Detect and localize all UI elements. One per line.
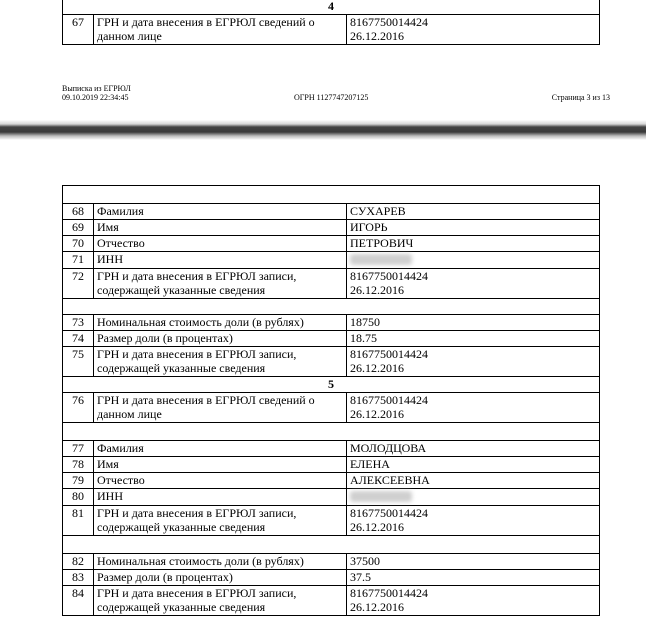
row-label: Отчество bbox=[94, 236, 347, 252]
section-header-row bbox=[63, 0, 600, 15]
table-row bbox=[63, 586, 600, 616]
grn-value: 8167750014424 bbox=[350, 586, 428, 600]
table-row bbox=[63, 489, 600, 506]
row-number: 82 bbox=[63, 554, 94, 570]
table-row bbox=[63, 252, 600, 269]
table-row bbox=[63, 236, 600, 252]
footer-title: Выписка из ЕГРЮЛ bbox=[62, 84, 131, 93]
row-label: ИНН bbox=[94, 489, 347, 506]
row-label: Номинальная стоимость доли (в рублях) bbox=[94, 315, 347, 331]
row-label: Отчество bbox=[94, 473, 347, 489]
footer-left bbox=[62, 84, 131, 102]
footer-datetime: 09.10.2019 22:34:45 bbox=[62, 93, 129, 102]
table-row bbox=[63, 220, 600, 236]
section-number: 4 bbox=[63, 0, 600, 15]
row-number: 75 bbox=[63, 347, 94, 377]
empty-row bbox=[63, 423, 600, 441]
empty-row bbox=[63, 186, 600, 204]
row-label: ГРН и дата внесения в ЕГРЮЛ записи, содержащей указанные сведения bbox=[94, 586, 347, 616]
row-number: 74 bbox=[63, 331, 94, 347]
row-label: Фамилия bbox=[94, 204, 347, 220]
row-number: 81 bbox=[63, 506, 94, 536]
row-number: 71 bbox=[63, 252, 94, 269]
row-label: Фамилия bbox=[94, 441, 347, 457]
table-row bbox=[63, 204, 600, 220]
row-number: 68 bbox=[63, 204, 94, 220]
row-label: Размер доли (в процентах) bbox=[94, 570, 347, 586]
table-row bbox=[63, 554, 600, 570]
redacted-inn bbox=[350, 491, 412, 502]
row-label: ГРН и дата внесения в ЕГРЮЛ записи, содержащей указанные сведения bbox=[94, 269, 347, 299]
top-table bbox=[62, 0, 600, 45]
row-number: 70 bbox=[63, 236, 94, 252]
empty-row bbox=[63, 536, 600, 554]
row-number: 78 bbox=[63, 457, 94, 473]
row-number: 76 bbox=[63, 393, 94, 423]
date-value: 26.12.2016 bbox=[350, 361, 404, 375]
footer-ogrn: ОГРН 1127747207125 bbox=[294, 93, 369, 102]
date-value: 26.12.2016 bbox=[350, 520, 404, 534]
row-value bbox=[347, 506, 600, 536]
section-number: 5 bbox=[63, 377, 600, 393]
date-value: 26.12.2016 bbox=[350, 600, 404, 614]
row-label: Имя bbox=[94, 220, 347, 236]
row-value bbox=[347, 489, 600, 506]
table-row bbox=[63, 441, 600, 457]
row-number: 79 bbox=[63, 473, 94, 489]
row-value bbox=[347, 393, 600, 423]
table-row bbox=[63, 15, 600, 45]
row-number: 67 bbox=[63, 15, 94, 45]
row-number: 83 bbox=[63, 570, 94, 586]
grn-value: 8167750014424 bbox=[350, 506, 428, 520]
page-separator bbox=[0, 120, 646, 140]
table-row bbox=[63, 506, 600, 536]
row-value: МОЛОДЦОВА bbox=[347, 441, 600, 457]
row-value: ПЕТРОВИЧ bbox=[347, 236, 600, 252]
row-label: ИНН bbox=[94, 252, 347, 269]
row-value bbox=[347, 347, 600, 377]
row-label: Размер доли (в процентах) bbox=[94, 331, 347, 347]
row-value: 18750 bbox=[347, 315, 600, 331]
row-number: 69 bbox=[63, 220, 94, 236]
row-label: Имя bbox=[94, 457, 347, 473]
row-number: 73 bbox=[63, 315, 94, 331]
table-row bbox=[63, 473, 600, 489]
row-value bbox=[347, 252, 600, 269]
table-row bbox=[63, 570, 600, 586]
redacted-inn bbox=[350, 254, 412, 265]
table-row bbox=[63, 315, 600, 331]
row-number: 84 bbox=[63, 586, 94, 616]
row-number: 72 bbox=[63, 269, 94, 299]
row-value: АЛЕКСЕЕВНА bbox=[347, 473, 600, 489]
row-value bbox=[347, 586, 600, 616]
main-table bbox=[62, 185, 600, 616]
empty-row bbox=[63, 299, 600, 315]
grn-value: 8167750014424 bbox=[350, 393, 428, 407]
row-value: ЕЛЕНА bbox=[347, 457, 600, 473]
row-value: 37500 bbox=[347, 554, 600, 570]
grn-value: 8167750014424 bbox=[350, 347, 428, 361]
date-value: 26.12.2016 bbox=[350, 283, 404, 297]
grn-value: 8167750014424 bbox=[350, 15, 428, 29]
footer-page-number: Страница 3 из 13 bbox=[551, 93, 610, 102]
row-value: СУХАРЕВ bbox=[347, 204, 600, 220]
date-value: 26.12.2016 bbox=[350, 407, 404, 421]
grn-value: 8167750014424 bbox=[350, 269, 428, 283]
row-value: ИГОРЬ bbox=[347, 220, 600, 236]
table-row bbox=[63, 393, 600, 423]
row-value bbox=[347, 269, 600, 299]
row-number: 80 bbox=[63, 489, 94, 506]
table-row bbox=[63, 347, 600, 377]
row-label: ГРН и дата внесения в ЕГРЮЛ сведений о данном лице bbox=[94, 393, 347, 423]
row-value bbox=[347, 15, 600, 45]
row-label: ГРН и дата внесения в ЕГРЮЛ записи, содержащей указанные сведения bbox=[94, 506, 347, 536]
row-value: 37.5 bbox=[347, 570, 600, 586]
section-header-row bbox=[63, 377, 600, 393]
table-row bbox=[63, 331, 600, 347]
row-label: Номинальная стоимость доли (в рублях) bbox=[94, 554, 347, 570]
row-label: ГРН и дата внесения в ЕГРЮЛ сведений о данном лице bbox=[94, 15, 347, 45]
table-row bbox=[63, 269, 600, 299]
row-label: ГРН и дата внесения в ЕГРЮЛ записи, содержащей указанные сведения bbox=[94, 347, 347, 377]
row-number: 77 bbox=[63, 441, 94, 457]
date-value: 26.12.2016 bbox=[350, 29, 404, 43]
table-row bbox=[63, 457, 600, 473]
row-value: 18.75 bbox=[347, 331, 600, 347]
